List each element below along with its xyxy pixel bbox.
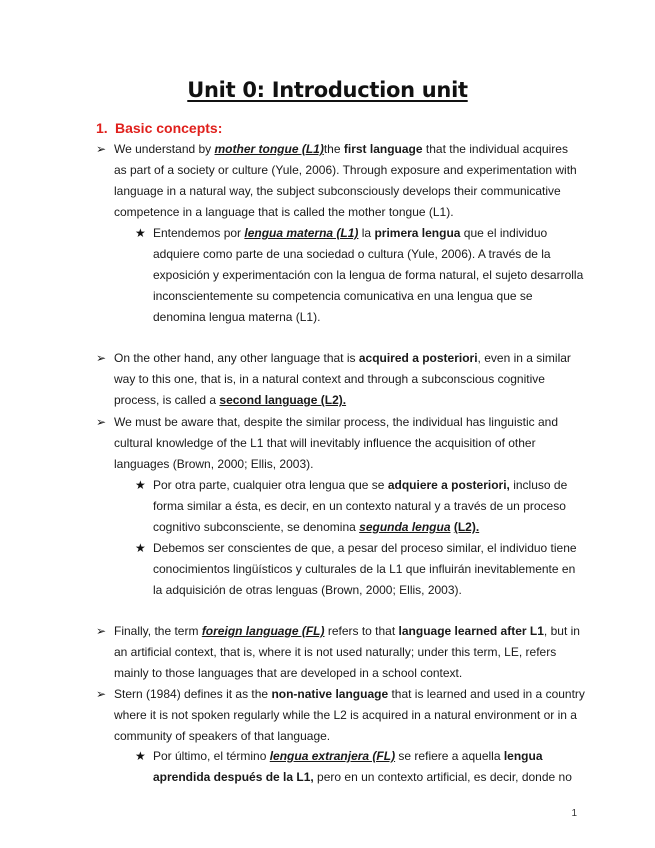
text-run: refers to that xyxy=(324,624,399,638)
text-run: Por otra parte, cualquier otra lengua que se xyxy=(153,478,388,492)
text-run: that is learned and used in a country xyxy=(388,687,585,701)
text-run: Por último, el término xyxy=(153,749,270,763)
term-foreign-language: foreign language (FL) xyxy=(201,624,325,638)
term-second-language: second language (L2). xyxy=(219,393,347,407)
text-line: adquiere como parte de una sociedad o cultura (Yule, 2006). A través de la xyxy=(153,247,551,261)
text-run: incluso de xyxy=(509,478,568,492)
text-line xyxy=(114,621,584,642)
text-line: community of speakers of that language. xyxy=(114,729,331,743)
text-run: cognitivo subconsciente, se denomina xyxy=(153,520,360,534)
term-lengua-materna: lengua materna (L1) xyxy=(244,226,359,240)
text-line: exposición y experimentación con la lengua de forma natural, el sujeto desarrolla xyxy=(153,268,584,282)
text-run: that the individual acquires xyxy=(422,142,568,156)
text-line xyxy=(114,348,584,369)
section-heading-text: Basic concepts: xyxy=(115,120,223,136)
text-line xyxy=(114,390,584,411)
text-line xyxy=(153,223,585,244)
text-line: language in a natural way, the subject subconsciously develops their communicative xyxy=(114,184,561,198)
bold-lengua: lengua xyxy=(503,749,543,763)
text-line: denomina lengua materna (L1). xyxy=(153,310,321,324)
text-run: We understand by xyxy=(114,142,215,156)
page-number: 1 xyxy=(571,808,577,819)
bold-adquiere-a-posteriori: adquiere a posteriori, xyxy=(387,478,510,492)
bold-acquired-a-posteriori: acquired a posteriori xyxy=(358,351,478,365)
text-line xyxy=(153,475,585,496)
text-line: inconscientemente su competencia comunicativa en una lengua que se xyxy=(153,289,533,303)
text-run: que el individuo xyxy=(460,226,548,240)
bold-first-language: first language xyxy=(343,142,423,156)
text-line: cultural knowledge of the L1 that will inevitably influence the acquisition of other xyxy=(114,436,536,450)
text-line: languages (Brown, 2000; Ellis, 2003). xyxy=(114,457,314,471)
arrow-bullet-icon: ➢ xyxy=(96,624,107,638)
star-bullet-icon: ★ xyxy=(135,541,146,555)
arrow-bullet-icon: ➢ xyxy=(96,415,107,429)
text-run: se refiere a aquella xyxy=(395,749,504,763)
text-line xyxy=(114,684,584,705)
paragraph-awareness-es xyxy=(153,538,585,601)
arrow-bullet-icon: ➢ xyxy=(96,142,107,156)
text-line: where it is not spoken regularly while the L2 is acquired in a natural environment or in a xyxy=(114,708,577,722)
text-run: On the other hand, any other language that is xyxy=(114,351,359,365)
text-run: , even in a similar xyxy=(477,351,571,365)
text-run: Entendemos por xyxy=(153,226,245,240)
paragraph-mother-tongue-es xyxy=(153,223,585,328)
bold-primera-lengua: primera lengua xyxy=(374,226,461,240)
bold-non-native-language: non-native language xyxy=(271,687,389,701)
star-bullet-icon: ★ xyxy=(135,226,146,240)
text-run: the xyxy=(323,142,344,156)
text-run: process, is called a xyxy=(114,393,220,407)
section-number: 1. xyxy=(96,120,108,136)
text-line xyxy=(114,139,584,160)
arrow-bullet-icon: ➢ xyxy=(96,351,107,365)
text-line: Debemos ser conscientes de que, a pesar del proceso similar, el individuo tiene xyxy=(153,541,577,555)
bold-aprendida-despues: aprendida después de la L1, xyxy=(153,770,314,784)
text-line: mainly to those languages that are developed in a school context. xyxy=(114,666,463,680)
term-segunda-lengua: segunda lengua xyxy=(359,520,451,534)
section-heading xyxy=(96,120,222,136)
paragraph-second-language-en xyxy=(114,348,584,411)
paragraph-mother-tongue-en xyxy=(114,139,584,223)
text-line: way to this one, that is, in a natural context and through a subconscious cognitive xyxy=(114,372,545,386)
text-run: , but in xyxy=(543,624,580,638)
paragraph-awareness-en xyxy=(114,412,584,475)
text-line: We must be aware that, despite the similar process, the individual has linguistic and xyxy=(114,415,559,429)
term-lengua-extranjera: lengua extranjera (FL) xyxy=(269,749,396,763)
arrow-bullet-icon: ➢ xyxy=(96,687,107,701)
term-mother-tongue: mother tongue (L1) xyxy=(214,142,324,156)
text-run: Finally, the term xyxy=(114,624,202,638)
text-line xyxy=(153,767,585,788)
text-run: Stern (1984) defines it as the xyxy=(114,687,272,701)
text-line: an artificial context, that is, where it is not used naturally; under this term, LE, refers xyxy=(114,645,557,659)
text-line: as part of a society or culture (Yule, 2006). Through exposure and experimentation with xyxy=(114,163,577,177)
star-bullet-icon: ★ xyxy=(135,478,146,492)
text-line xyxy=(153,517,585,538)
paragraph-second-language-es xyxy=(153,475,585,538)
star-bullet-icon: ★ xyxy=(135,749,146,763)
text-line: competence in a language that is called the mother tongue (L1). xyxy=(114,205,454,219)
text-line: la adquisición de otras lenguas (Brown, 2000; Ellis, 2003). xyxy=(153,583,462,597)
term-l2: (L2). xyxy=(453,520,480,534)
text-line: conocimientos lingüísticos y culturales de la L1 que influirán inevitablemente en xyxy=(153,562,576,576)
paragraph-foreign-language-en xyxy=(114,621,584,684)
text-line: forma similar a ésta, es decir, en un contexto natural y a través de un proceso xyxy=(153,499,566,513)
text-line xyxy=(153,746,585,767)
text-run: pero en un contexto artificial, es decir, donde no xyxy=(313,770,572,784)
text-run: la xyxy=(358,226,375,240)
page-title: Unit 0: Introduction unit xyxy=(187,78,468,102)
paragraph-stern-en xyxy=(114,684,584,747)
paragraph-foreign-language-es xyxy=(153,746,585,788)
bold-language-learned-after-l1: language learned after L1 xyxy=(398,624,544,638)
